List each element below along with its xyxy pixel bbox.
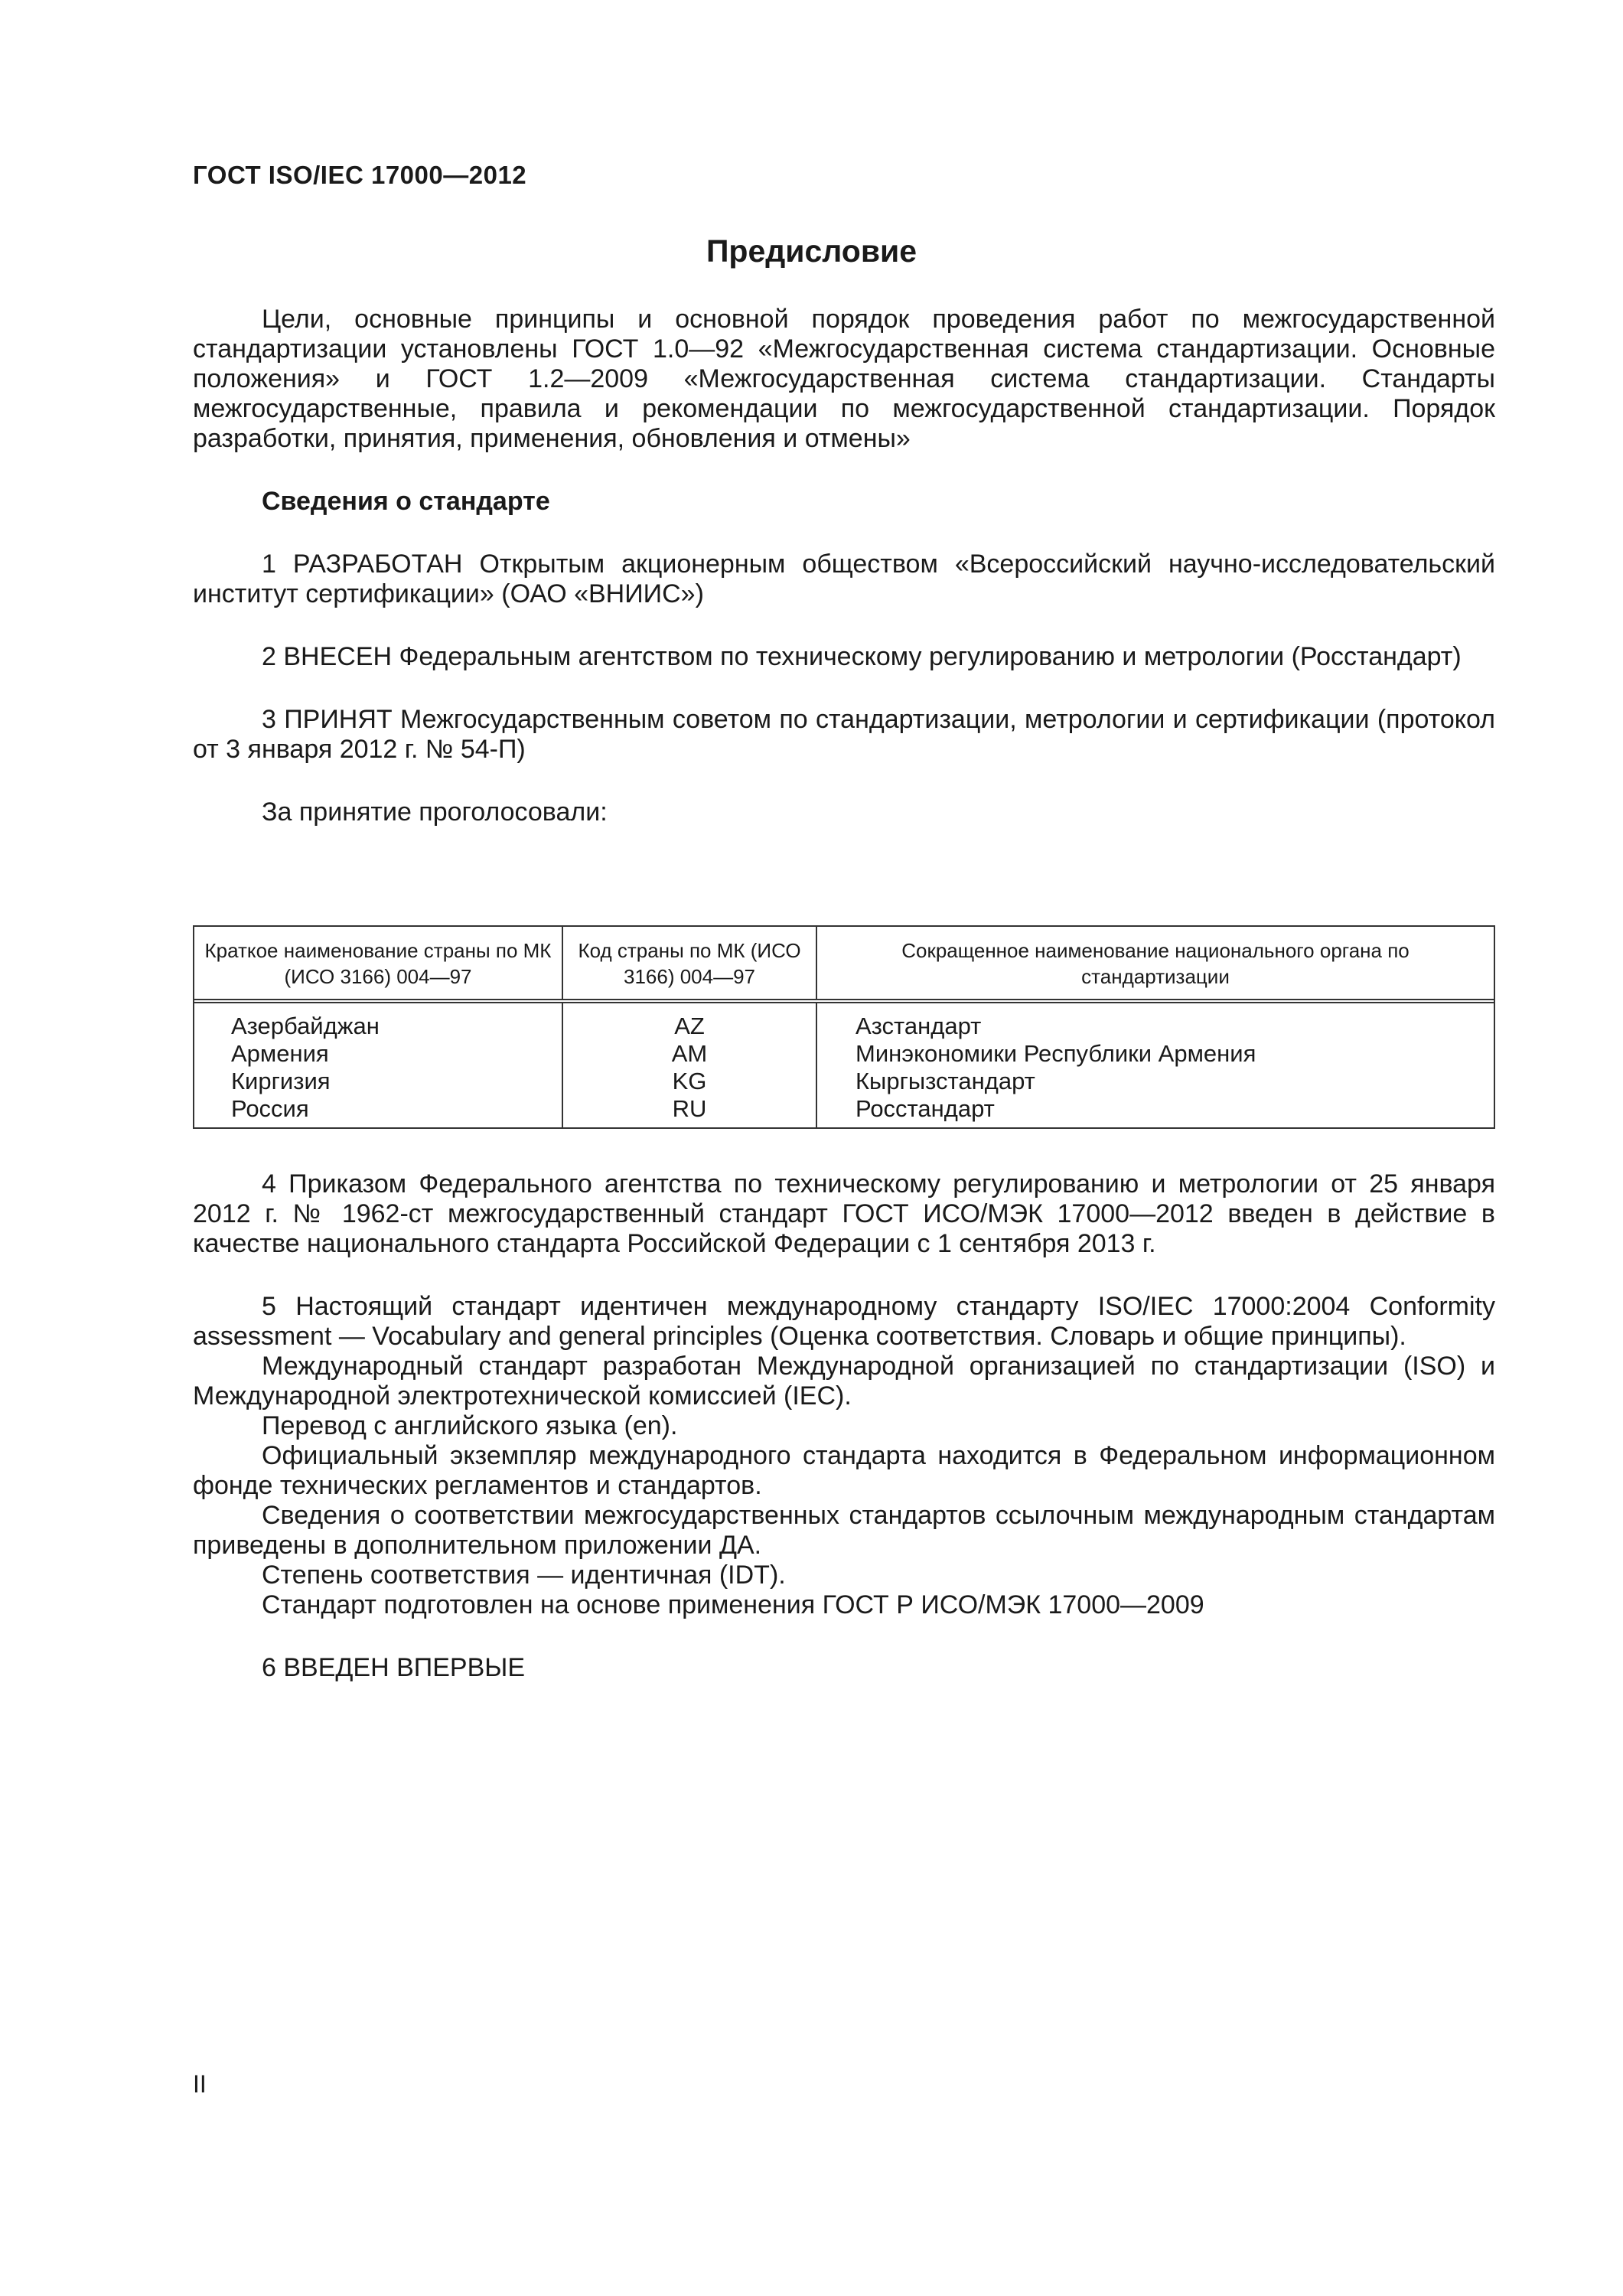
section-title: Предисловие <box>706 233 917 269</box>
table-column-countries <box>194 1001 562 1127</box>
table-header-body: Сокращенное наименование национального органа по стандартизации <box>816 927 1494 1001</box>
item-4-order: 4 Приказом Федерального агентства по техническому регулированию и метрологии от 25 января 2012 г. № 1962-ст межгосударственный стандарт ГОСТ ИСО/МЭК 17000—2012 введен в действие в качестве национального стандарта Российской Федерации с 1 сентября 2013 г. <box>193 1169 1495 1258</box>
table-column-codes <box>562 1001 816 1127</box>
item-3-adopted: 3 ПРИНЯТ Межгосударственным советом по стандартизации, метрологии и сертификации (протокол от 3 января 2012 г. № 54-П) <box>193 705 1495 764</box>
item-5-references: Сведения о соответствии межгосударственных стандартов ссылочным международным стандартам приведены в дополнительном приложении ДА. <box>193 1501 1495 1560</box>
item-5-translation: Перевод с английского языка (en). <box>262 1411 678 1440</box>
table-cell: Армения <box>231 1040 329 1067</box>
item-2-introduced: 2 ВНЕСЕН Федеральным агентством по техническому регулированию и метрологии (Росстандарт) <box>262 642 1462 671</box>
table-cell: Азербайджан <box>231 1013 380 1039</box>
item-5-identical: 5 Настоящий стандарт идентичен международному стандарту ISO/IEC 17000:2004 Conformity assessment — Vocabulary and general principles (Оценка соответствия. Словарь и общие принципы). <box>193 1292 1495 1351</box>
table-cell: Росстандарт <box>855 1095 995 1122</box>
voting-countries-table <box>193 925 1495 1129</box>
table-column-bodies <box>816 1001 1494 1127</box>
item-1-developed: 1 РАЗРАБОТАН Открытым акционерным обществом «Всероссийский научно-исследовательский институт сертификации» (ОАО «ВНИИС») <box>193 550 1495 608</box>
document-code-header: ГОСТ ISO/IEC 17000—2012 <box>193 161 527 189</box>
item-6-first-introduced: 6 ВВЕДЕН ВПЕРВЫЕ <box>262 1653 526 1682</box>
table-cell: RU <box>672 1095 707 1122</box>
content-block-bottom <box>193 1169 1495 1683</box>
item-5-degree: Степень соответствия — идентичная (IDT). <box>262 1561 786 1590</box>
info-subheading: Сведения о стандарте <box>262 487 550 516</box>
intro-paragraph: Цели, основные принципы и основной порядок проведения работ по межгосударственной стандартизации установлены ГОСТ 1.0—92 «Межгосударственная система стандартизации. Основные положения» и ГОСТ 1.2—2009 «Межгосударственная система стандартизации. Стандарты межгосударственные, правила и рекомендации по межгосударственной стандартизации. Порядок разработки, принятия, применения, обновления и отмены» <box>193 305 1495 453</box>
content-block-top <box>193 305 1495 827</box>
table-header-row <box>194 927 1494 1001</box>
table-header-country: Краткое наименование страны по МК (ИСО 3166) 004—97 <box>194 927 562 1001</box>
table-cell: Киргизия <box>231 1068 331 1094</box>
table-cell: KG <box>672 1068 707 1094</box>
table-cell: Азстандарт <box>855 1013 982 1039</box>
item-5-official-copy: Официальный экземпляр международного стандарта находится в Федеральном информационном фонде технических регламентов и стандартов. <box>193 1441 1495 1500</box>
page-number: II <box>193 2070 207 2098</box>
table-cell: AZ <box>674 1013 705 1039</box>
table-cell: Минэкономики Республики Армения <box>855 1040 1256 1067</box>
table-header-code: Код страны по МК (ИСО 3166) 004—97 <box>562 927 816 1001</box>
table-body-row <box>194 1001 1494 1127</box>
item-5-developed-by: Международный стандарт разработан Международной организацией по стандартизации (ISO) и Международной электротехнической комиссией (IEC). <box>193 1352 1495 1411</box>
item-5-based-on: Стандарт подготовлен на основе применения ГОСТ Р ИСО/МЭК 17000—2009 <box>262 1590 1204 1619</box>
table-cell: AM <box>671 1040 708 1067</box>
voted-label: За принятие проголосовали: <box>262 797 608 827</box>
table-cell: Россия <box>231 1095 309 1122</box>
table-cell: Кыргызстандарт <box>855 1068 1035 1094</box>
